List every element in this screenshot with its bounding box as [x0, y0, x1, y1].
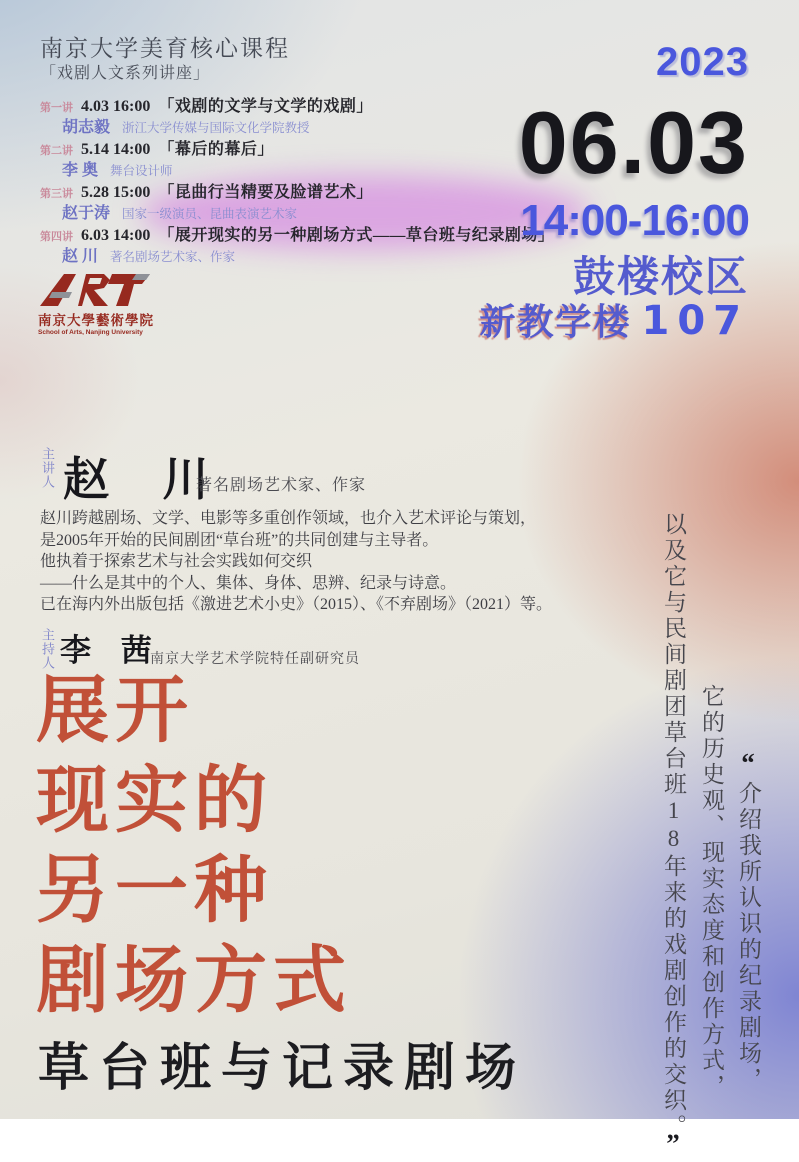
headline — [36, 670, 352, 1034]
host-name: 李 茜 — [60, 633, 152, 668]
quote-text-1: 介绍我所认识的纪录剧场， — [736, 781, 761, 1093]
logo-en-text: School of Arts, Nanjing University — [38, 329, 143, 336]
lecture-affiliation: 浙江大学传媒与国际文化学院教授 — [122, 121, 310, 135]
headline-line-1: 展开 — [36, 670, 194, 751]
headline-line-3: 另一种 — [36, 850, 273, 931]
speaker-bio — [40, 508, 552, 616]
lecture-list — [40, 96, 554, 268]
lecture-affiliation: 国家一级演员、昆曲表演艺术家 — [122, 207, 298, 221]
quote-text-2: 它的历史观、现实态度和创作方式， — [699, 684, 724, 1100]
lecture-speaker: 胡志毅 — [62, 119, 111, 136]
lecture-datetime: 6.03 14:00 — [81, 227, 151, 244]
speaker-role-label: 主讲人 — [40, 447, 55, 489]
lecture-title: 「展开现实的另一种剧场方式——草台班与纪录剧场」 — [158, 227, 555, 244]
lecture-label: 第一讲 — [40, 102, 73, 114]
quote-column-1 — [733, 748, 763, 1093]
lecture-item — [40, 96, 554, 138]
lecture-title: 「戏剧的文学与文学的戏剧」 — [158, 98, 373, 115]
lecture-title: 「昆曲行当精要及脸谱艺术」 — [158, 184, 373, 201]
lecture-label: 第三讲 — [40, 188, 73, 200]
lecture-datetime: 5.28 15:00 — [81, 184, 151, 201]
speaker-name: 赵 川 — [63, 454, 209, 505]
event-building: 新教学楼 — [479, 302, 632, 342]
event-year: 2023 — [656, 40, 749, 84]
lecture-affiliation: 舞台设计师 — [110, 164, 173, 178]
lecture-item — [40, 225, 554, 267]
series-title: 「戏剧人文系列讲座」 — [40, 65, 211, 82]
speaker-title: 著名剧场艺术家、作家 — [196, 477, 367, 494]
bio-line: 赵川跨越剧场、文学、电影等多重创作领域，也介入艺术评论与策划， — [40, 510, 537, 527]
lecture-affiliation: 著名剧场艺术家、作家 — [110, 250, 236, 264]
bio-line: ——什么是其中的个人、集体、身体、思辨、纪录与诗意。 — [40, 574, 457, 592]
lecture-item — [40, 139, 554, 181]
art-logo — [38, 272, 166, 337]
quote-close-mark: ” — [658, 1128, 688, 1162]
quote-column-3 — [658, 512, 688, 1162]
logo-cn-text: 南京大學藝術學院 — [38, 313, 154, 328]
lecture-label: 第二讲 — [40, 145, 73, 157]
event-time: 14:00-16:00 — [520, 196, 749, 245]
quote-text-3: 以及它与民间剧团草台班18年来的戏剧创作的交织。 — [661, 512, 686, 1129]
quote-column-2 — [696, 684, 726, 1100]
lecture-speaker: 赵 川 — [62, 248, 99, 265]
lecture-label: 第四讲 — [40, 231, 73, 243]
event-campus: 鼓楼校区 — [572, 255, 749, 301]
lecture-item — [40, 182, 554, 224]
lecture-title: 「幕后的幕后」 — [158, 141, 274, 158]
bio-line: 是2005年开始的民间剧团“草台班”的共同创建与主导者。 — [40, 531, 439, 549]
host-title: 南京大学艺术学院特任副研究员 — [150, 652, 360, 667]
program-title: 南京大学美育核心课程 — [40, 36, 290, 61]
event-date: 06.03 — [518, 93, 749, 192]
headline-line-2: 现实的 — [36, 760, 273, 841]
bio-line: 他执着于探索艺术与社会实践如何交织 — [40, 553, 313, 570]
lecture-speaker: 李 奥 — [62, 162, 99, 179]
event-location — [479, 294, 749, 345]
host-role-label: 主持人 — [40, 628, 55, 670]
event-room: 107 — [641, 298, 749, 344]
lecture-datetime: 5.14 14:00 — [81, 141, 151, 158]
headline-line-4: 剧场方式 — [36, 940, 352, 1021]
headline-subtitle: 草台班与记录剧场 — [38, 1041, 527, 1097]
bio-line: 已在海内外出版包括《激进艺术小史》（2015）、《不弃剧场》（2021）等。 — [40, 596, 553, 613]
lecture-speaker: 赵于涛 — [62, 205, 111, 222]
art-logo-mark-icon — [38, 272, 166, 308]
lecture-datetime: 4.03 16:00 — [81, 98, 151, 115]
quote-open-mark: “ — [733, 748, 763, 781]
